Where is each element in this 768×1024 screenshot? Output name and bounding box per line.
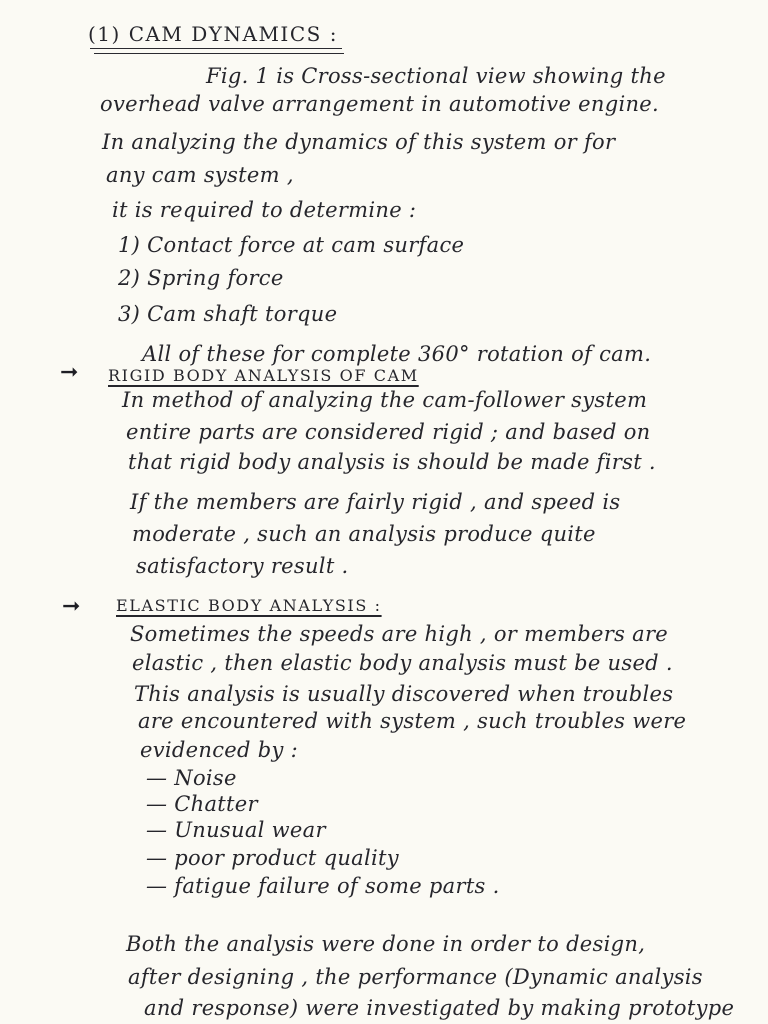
- rigid-line: moderate , such an analysis produce quite: [132, 522, 596, 546]
- rigid-line: satisfactory result .: [136, 554, 349, 578]
- rigid-arrow-icon: ➞: [60, 360, 79, 385]
- elastic-line: evidenced by :: [140, 738, 298, 762]
- rigid-line: If the members are fairly rigid , and speed is: [130, 490, 621, 514]
- evidence-item: — poor product quality: [146, 846, 399, 870]
- elastic-line: Sometimes the speeds are high , or members are: [130, 622, 669, 646]
- requirement-note: All of these for complete 360° rotation of cam.: [142, 342, 652, 366]
- title-underline: [90, 48, 342, 49]
- elastic-arrow-icon: ➞: [62, 594, 81, 619]
- rigid-line: In method of analyzing the cam-follower system: [122, 388, 648, 412]
- requirement-item: 3) Cam shaft torque: [118, 302, 338, 326]
- intro-line: Fig. 1 is Cross-sectional view showing the: [206, 64, 666, 88]
- requirement-item: 1) Contact force at cam surface: [118, 233, 465, 257]
- elastic-line: are encountered with system , such troubles were: [138, 709, 687, 733]
- evidence-item: — fatigue failure of some parts .: [146, 874, 500, 898]
- elastic-line: This analysis is usually discovered when troubles: [134, 682, 674, 706]
- intro-line: overhead valve arrangement in automotive engine.: [100, 92, 659, 116]
- page-title: (1) CAM DYNAMICS :: [88, 22, 338, 46]
- conclusion-line: after designing , the performance (Dynamic analysis: [128, 965, 703, 989]
- conclusion-line: and response) were investigated by making prototype: [144, 996, 735, 1020]
- requirement-item: 2) Spring force: [118, 266, 284, 290]
- intro-line: In analyzing the dynamics of this system or for: [102, 130, 616, 154]
- elastic-line: elastic , then elastic body analysis must be used .: [132, 651, 673, 675]
- elastic-heading: ELASTIC BODY ANALYSIS :: [116, 596, 382, 615]
- requirement-lead: it is required to determine :: [112, 198, 417, 222]
- evidence-item: — Unusual wear: [146, 818, 326, 842]
- conclusion-line: Both the analysis were done in order to design,: [126, 932, 646, 956]
- intro-line: any cam system ,: [106, 163, 294, 187]
- evidence-item: — Noise: [146, 766, 237, 790]
- title-underline-second: [94, 53, 344, 54]
- evidence-item: — Chatter: [146, 792, 258, 816]
- rigid-heading: RIGID BODY ANALYSIS OF CAM: [108, 366, 419, 385]
- rigid-line: entire parts are considered rigid ; and based on: [126, 420, 651, 444]
- rigid-line: that rigid body analysis is should be made first .: [128, 450, 656, 474]
